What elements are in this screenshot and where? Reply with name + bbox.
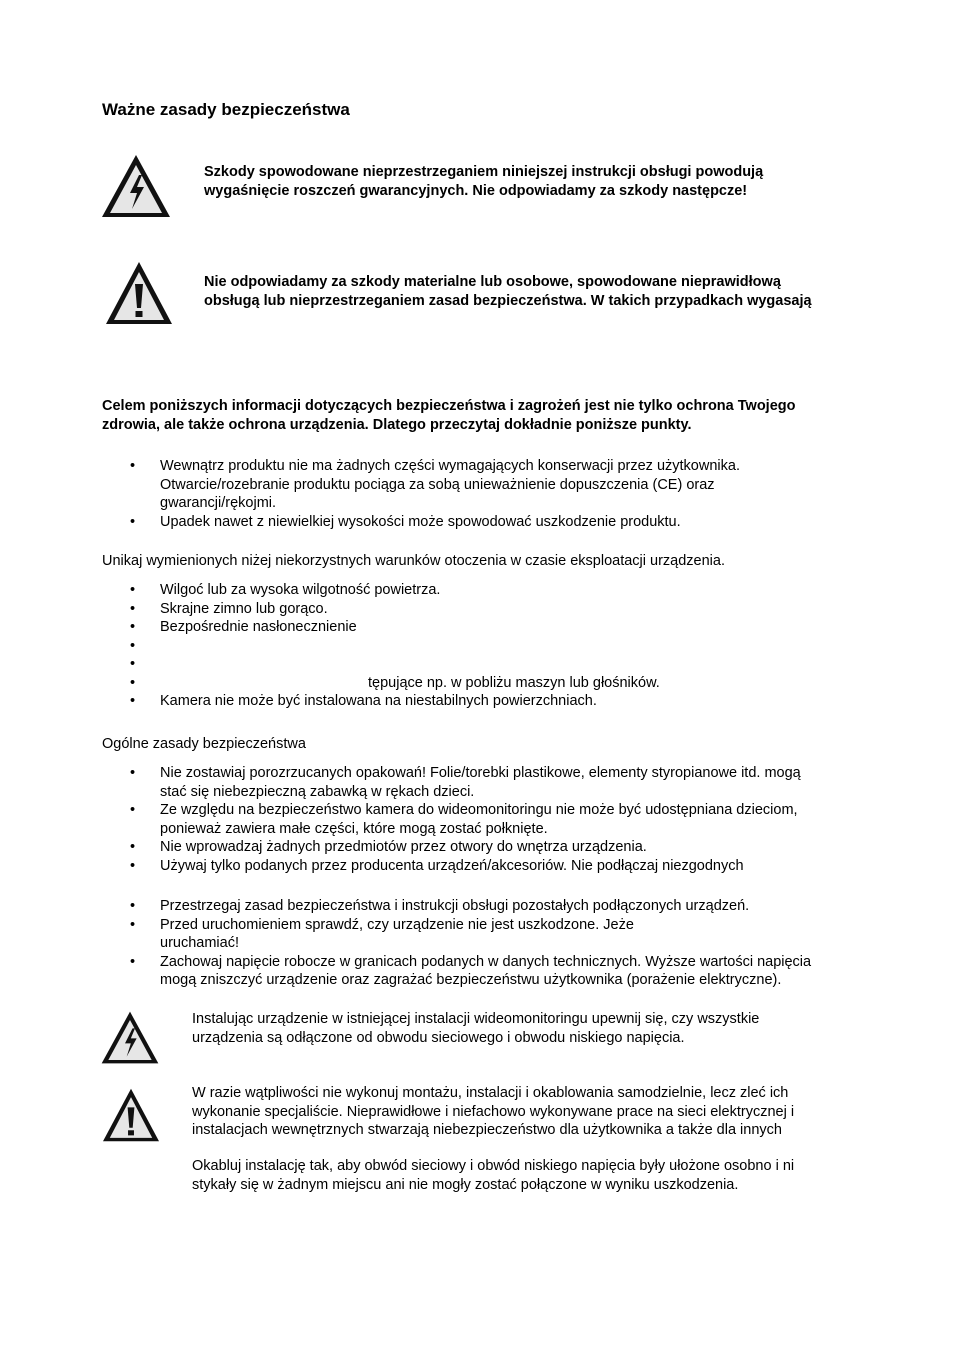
page-title: Ważne zasady bezpieczeństwa: [102, 100, 350, 119]
list-item: [102, 637, 902, 656]
list-item: • Upadek nawet z niewielkiej wysokości może spowodować uszkodzenie produktu.: [102, 513, 902, 532]
installation-warning-text: Instalując urządzenie w istniejącej instalacji wideomonitoringu upewnij się, czy wszystkie urządzenia są odłączone od obwodu sieciowego i obwodu niskiego napięcia.: [192, 1011, 760, 1046]
general-safety-list: [102, 764, 902, 875]
environment-intro: Unikaj wymienionych niżej niekorzystnych warunków otoczenia w czasie eksploatacji urządzenia.: [102, 553, 725, 569]
intro-paragraph: Celem poniższych informacji dotyczących bezpieczeństwa i zagrożeń jest nie tylko ochrona Twojego zdrowia, ale także ochrona urządzenia. Dlatego przeczytaj dokładnie poniższe punkty.: [102, 398, 796, 433]
product-safety-list: [102, 457, 902, 531]
list-item: • Ze względu na bezpieczeństwo kamera do wideomonitoringu nie może być udostępniana dzieciom, ponieważ zawiera małe części, które mogą zostać połknięte.: [102, 801, 902, 838]
list-item: [102, 655, 902, 674]
environment-conditions-list: [102, 581, 902, 711]
operation-safety-list: [102, 897, 902, 990]
list-item: • Nie zostawiaj porozrzucanych opakowań! Folie/torebki plastikowe, elementy styropianowe itd. mogą stać się niebezpieczną zabawką w rękach dzieci.: [102, 764, 902, 801]
high-voltage-warning-icon: [100, 153, 172, 219]
list-item: • Nie wprowadzaj żadnych przedmiotów przez otwory do wnętrza urządzenia.: [102, 838, 902, 857]
cabling-paragraph: Okabluj instalację tak, aby obwód sieciowy i obwód niskiego napięcia były ułożone osobno i ni stykały się w żadnym miejscu ani nie mogły zostać połączone w wyniku uszkodzenia.: [192, 1158, 795, 1193]
list-item: • Kamera nie może być instalowana na niestabilnych powierzchniach.: [102, 692, 902, 711]
list-item: • Bezpośrednie nasłonecznienie: [102, 618, 902, 637]
exclamation-warning-icon: [104, 260, 174, 326]
list-item: • Przed uruchomieniem sprawdź, czy urządzenie nie jest uszkodzone. Jeże uruchamiać!: [102, 916, 902, 953]
list-item: • Używaj tylko podanych przez producenta urządzeń/akcesoriów. Nie podłączaj niezgodnych: [102, 857, 902, 876]
specialist-warning-text: W razie wątpliwości nie wykonuj montażu, instalacji i okablowania samodzielnie, lecz zleć ich wykonanie specjaliście. Nieprawidłowe i niefachowo wykonywane prace na sieci elektrycznej i instalacjach wewnętrznych stwarzają niebezpieczeństwo dla użytkownika a także dla innych: [192, 1085, 795, 1138]
list-item: • Przestrzegaj zasad bezpieczeństwa i instrukcji obsługi pozostałych podłączonych urządzeń.: [102, 897, 902, 916]
list-item: • Zachowaj napięcie robocze w granicach podanych w danych technicznych. Wyższe wartości napięcia mogą zniszczyć urządzenie oraz zagrażać bezpieczeństwu użytkownika (porażenie elektryczne).: [102, 953, 902, 990]
exclamation-warning-icon: [101, 1087, 161, 1143]
list-item: • tępujące np. w pobliżu maszyn lub głośników.: [102, 674, 902, 693]
list-item: • Wewnątrz produktu nie ma żadnych części wymagających konserwacji przez użytkownika. Otwarcie/rozebranie produktu pociąga za sobą unieważnienie dopuszczenia (CE) oraz gwarancji/rękojmi.: [102, 457, 902, 513]
warning-text-liability: Nie odpowiadamy za szkody materialne lub osobowe, spowodowane nieprawidłową obsługą lub nieprzestrzeganiem zasad bezpieczeństwa. W takich przypadkach wygasają: [204, 274, 812, 309]
warning-text-warranty: Szkody spowodowane nieprzestrzeganiem niniejszej instrukcji obsługi powodują wygaśnięcie roszczeń gwarancyjnych. Nie odpowiadamy za szkody następcze!: [204, 164, 764, 199]
list-item: • Skrajne zimno lub gorąco.: [102, 600, 902, 619]
general-safety-title: Ogólne zasady bezpieczeństwa: [102, 736, 306, 752]
high-voltage-warning-icon: [100, 1010, 160, 1065]
list-item: • Wilgoć lub za wysoka wilgotność powietrza.: [102, 581, 902, 600]
